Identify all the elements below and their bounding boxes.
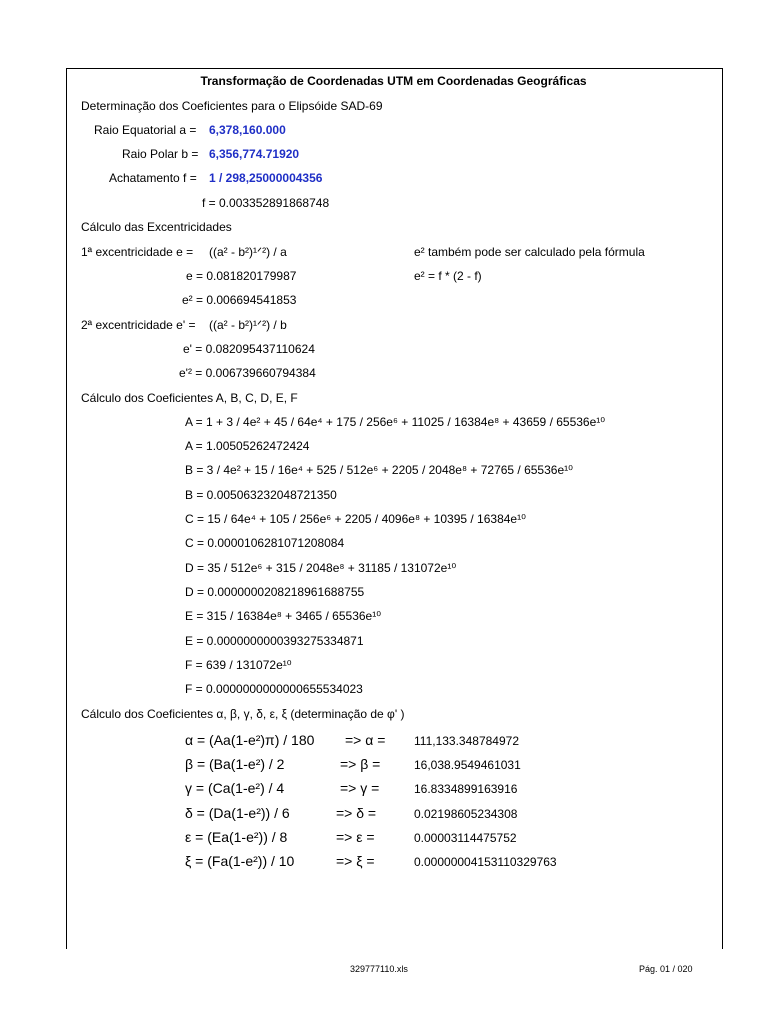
raio-polar-value: 6,356,774.71920 xyxy=(209,147,300,161)
section-eccentricities: Cálculo das Excentricidades xyxy=(81,220,232,234)
page-frame xyxy=(66,68,723,949)
gamma-arrow: => γ = xyxy=(340,780,380,796)
f-value: f = 0.003352891868748 xyxy=(202,196,330,210)
footer-filename: 329777110.xls xyxy=(350,964,408,974)
coef-b-formula: B = 3 / 4e² + 15 / 16e⁴ + 525 / 512e⁶ + 2205 / 2048e⁸ + 72765 / 65536e¹⁰ xyxy=(185,463,573,477)
section-coefficients: Cálculo dos Coeficientes A, B, C, D, E, F xyxy=(81,391,298,405)
note-e2-formula: e² também pode ser calculado pela fórmula xyxy=(414,245,645,259)
coef-c-value: C = 0.0000106281071208084 xyxy=(185,536,345,550)
coef-e-value: E = 0.0000000000393275334871 xyxy=(185,634,364,648)
second-eccentricity-label: 2ª excentricidade e' = xyxy=(81,318,196,332)
e-prime2-value: e'² = 0.006739660794384 xyxy=(179,366,316,380)
raio-polar-label: Raio Polar b = xyxy=(122,147,199,161)
coef-f-value: F = 0.0000000000000655534023 xyxy=(185,682,363,696)
first-eccentricity-formula: ((a² - b²)¹ᐟ²) / a xyxy=(209,245,287,259)
xi-formula: ξ = (Fa(1-e²)) / 10 xyxy=(185,853,295,869)
coef-d-value: D = 0.0000000208218961688755 xyxy=(185,585,365,599)
footer-page-number: Pág. 01 / 020 xyxy=(639,964,693,974)
gamma-value: 16.8334899163916 xyxy=(414,782,518,796)
e-prime-value: e' = 0.082095437110624 xyxy=(183,342,315,356)
alpha-value: 111,133.348784972 xyxy=(414,734,519,748)
coef-b-value: B = 0.005063232048721350 xyxy=(185,488,337,502)
coef-a-formula: A = 1 + 3 / 4e² + 45 / 64e⁴ + 175 / 256e⁶ + 11025 / 16384e⁸ + 43659 / 65536e¹⁰ xyxy=(185,415,606,429)
achatamento-value: 1 / 298,25000004356 xyxy=(209,171,323,185)
coef-a-value: A = 1.00505262472424 xyxy=(185,439,310,453)
epsilon-arrow: => ε = xyxy=(336,829,375,845)
beta-value: 16,038.9549461031 xyxy=(414,758,521,772)
first-eccentricity-label: 1ª excentricidade e = xyxy=(81,245,194,259)
coef-f-formula: F = 639 / 131072e¹⁰ xyxy=(185,658,292,672)
note-e2-expression: e² = f * (2 - f) xyxy=(414,269,482,283)
achatamento-label: Achatamento f = xyxy=(109,171,197,185)
raio-equatorial-value: 6,378,160.000 xyxy=(209,123,286,137)
delta-value: 0.02198605234308 xyxy=(414,807,518,821)
second-eccentricity-formula: ((a² - b²)¹ᐟ²) / b xyxy=(209,318,287,332)
epsilon-value: 0.00003114475752 xyxy=(414,831,517,845)
alpha-formula: α = (Aa(1-e²)π) / 180 xyxy=(185,732,315,748)
coef-c-formula: C = 15 / 64e⁴ + 105 / 256e⁶ + 2205 / 4096e⁸ + 10395 / 16384e¹⁰ xyxy=(185,512,526,526)
alpha-arrow: => α = xyxy=(345,732,386,748)
e-value: e = 0.081820179987 xyxy=(186,269,297,283)
beta-formula: β = (Ba(1-e²) / 2 xyxy=(185,756,285,772)
epsilon-formula: ε = (Ea(1-e²)) / 8 xyxy=(185,829,288,845)
coef-e-formula: E = 315 / 16384e⁸ + 3465 / 65536e¹⁰ xyxy=(185,609,382,623)
delta-arrow: => δ = xyxy=(336,805,377,821)
delta-formula: δ = (Da(1-e²)) / 6 xyxy=(185,805,290,821)
section-greek-coefficients: Cálculo dos Coeficientes α, β, γ, δ, ε, ξ (determinação de φ' ) xyxy=(81,707,405,721)
coef-d-formula: D = 35 / 512e⁶ + 315 / 2048e⁸ + 31185 / 131072e¹⁰ xyxy=(185,561,457,575)
xi-arrow: => ξ = xyxy=(336,853,375,869)
raio-equatorial-label: Raio Equatorial a = xyxy=(94,123,197,137)
page-title: Transformação de Coordenadas UTM em Coordenadas Geográficas xyxy=(200,74,587,88)
section-ellipsoid: Determinação dos Coeficientes para o Elipsóide SAD-69 xyxy=(81,99,383,113)
beta-arrow: => β = xyxy=(340,756,381,772)
xi-value: 0.00000004153110329763 xyxy=(414,855,557,869)
e2-value: e² = 0.006694541853 xyxy=(182,293,297,307)
gamma-formula: γ = (Ca(1-e²) / 4 xyxy=(185,780,285,796)
